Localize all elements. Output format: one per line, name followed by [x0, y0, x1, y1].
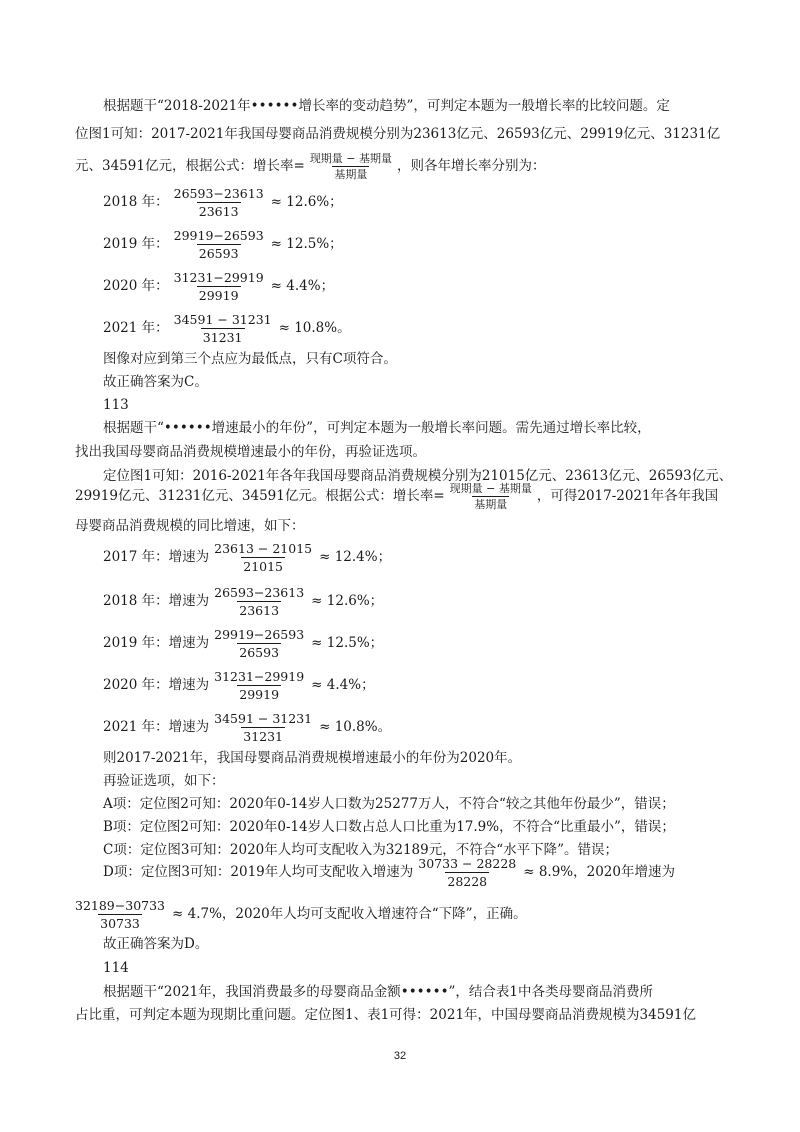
page-number: 32 — [393, 1050, 407, 1062]
paragraph-line: 根据题干“••••••增速最小的年份”，可判定本题为一般增长率问题。需先通过增长率比较， — [103, 420, 651, 436]
option-c-line: C项：定位图3可知：2020年人均可支配收入为32189元，不符合“水平下降”。错误； — [103, 842, 619, 858]
paragraph-line: 位图1可知：2017-2021年我国母婴商品消费规模分别为23613亿元、26593亿元、29919亿元、31231亿 — [75, 126, 721, 142]
paragraph-line: 元、34591亿元，根据公式：增长率= $\frac{\text{现期量 − 基期量}}{\text{基期量}}$ ，则各年增长率分别为： — [75, 152, 546, 181]
paragraph-line: 定位图1可知：2016-2021年各年我国母婴商品消费规模分别为21015亿元、23613亿元、26593亿元、 — [103, 468, 733, 484]
formula-row: 2019 年： $\frac{29919-26593}{26593}$ ≈ 12.5%； — [103, 228, 343, 261]
formula-row: 2018 年： $\frac{26593-23613}{23613}$ ≈ 12.6%； — [103, 186, 343, 219]
paragraph-line: 再验证选项，如下： — [103, 773, 225, 789]
paragraph-line: 根据题干“2021年，我国消费最多的母婴商品金额••••••”，结合表1中各类母婴商品消费所 — [103, 984, 654, 1000]
question-number: 114 — [103, 960, 129, 976]
paragraph-line: 占比重，可判定本题为现期比重问题。定位图1、表1可得：2021年，中国母婴商品消费规模为34591亿 — [75, 1007, 696, 1023]
paragraph-line: 根据题干“2018-2021年••••••增长率的变动趋势”，可判定本题为一般增长率的比较问题。定 — [103, 98, 670, 114]
growth-rate-formula: $\frac{\text{现期量 − 基期量}}{\text{基期量}}$ — [449, 482, 532, 511]
paragraph-line: 则2017-2021年，我国母婴商品消费规模增速最小的年份为2020年。 — [103, 750, 522, 766]
paragraph-line: 图像对应到第三个点应为最低点，只有C项符合。 — [103, 351, 397, 367]
option-b-line: B项：定位图2可知：2020年0-14岁人口数占总人口比重为17.9%，不符合“比重最小”，错误； — [103, 819, 675, 835]
formula-row: 2021 年： $\frac{34591 - 31231}{31231}$ ≈ 10.8%。 — [103, 312, 351, 345]
paragraph-line: 29919亿元、31231亿元、34591亿元。根据公式：增长率= $\frac{\text{现期量 − 基期量}}{\text{基期量}}$ ，可得2017-2021年各年我国 — [75, 482, 719, 511]
formula-row: 2019 年：增速为 $\frac{29919-26593}{26593}$ ≈ 12.5%； — [103, 627, 384, 660]
option-d-line: $\frac{32189-30733}{30733}$ ≈ 4.7%，2020年人均可支配收入增速符合“下降”，正确。 — [75, 898, 527, 931]
question-number: 113 — [103, 397, 129, 413]
formula-row: 2020 年： $\frac{31231-29919}{29919}$ ≈ 4.4%； — [103, 270, 335, 303]
answer-line: 故正确答案为C。 — [103, 374, 208, 390]
paragraph-line: 找出我国母婴商品消费规模增速最小的年份，再验证选项。 — [75, 444, 426, 460]
formula-row: 2020 年：增速为 $\frac{31231-29919}{29919}$ ≈ 4.4%； — [103, 669, 375, 702]
formula-row: 2021 年：增速为 $\frac{34591 - 31231}{31231}$ ≈ 10.8%。 — [103, 711, 392, 744]
formula-row: 2018 年：增速为 $\frac{26593-23613}{23613}$ ≈ 12.6%； — [103, 585, 384, 618]
growth-rate-formula: $\frac{\text{现期量 − 基期量}}{\text{基期量}}$ — [309, 152, 392, 181]
formula-row: 2017 年：增速为 $\frac{23613 - 21015}{21015}$ ≈ 12.4%； — [103, 541, 392, 574]
answer-line: 故正确答案为D。 — [103, 936, 209, 952]
option-d-line: D项：定位图3可知：2019年人均可支配收入增速为 $\frac{30733 - 28228}{28228}$ ≈ 8.9%，2020年增速为 — [103, 856, 675, 889]
option-a-line: A项：定位图2可知：2020年0-14岁人口数为25277万人，不符合“较之其他年份最少”，错误； — [103, 796, 675, 812]
paragraph-line: 母婴商品消费规模的同比增速，如下： — [75, 518, 305, 534]
